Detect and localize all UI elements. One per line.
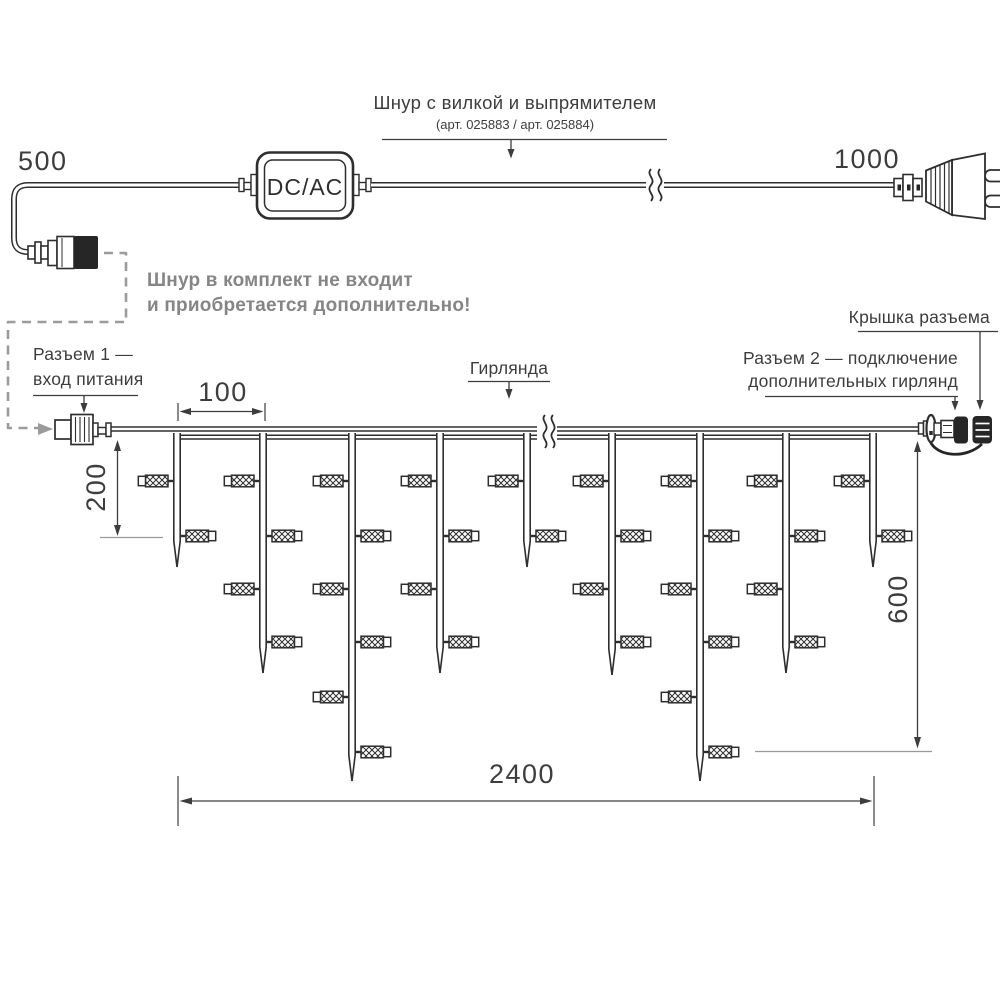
- drop-wire: [609, 433, 612, 675]
- dim-200-label: 200: [80, 462, 111, 512]
- lamp-cap: [732, 747, 739, 756]
- dim-500-label: 500: [18, 146, 68, 176]
- note-line2: и приобретается дополнительно!: [147, 294, 471, 316]
- lamp-cap: [644, 637, 651, 646]
- lamp-cap: [559, 531, 566, 540]
- lamp-cap: [747, 476, 754, 485]
- lamp-icon: [669, 691, 692, 703]
- lamp-icon: [842, 475, 865, 487]
- lamp-icon: [321, 691, 344, 703]
- lamp-cap: [401, 584, 408, 593]
- drop-wire: [527, 433, 530, 567]
- mains-plug: [894, 154, 1000, 220]
- garland-drops: [138, 433, 911, 781]
- drop-wire: [612, 433, 615, 675]
- lamp-icon: [882, 530, 905, 542]
- lamp-cap: [905, 531, 912, 540]
- lamp-cap: [384, 531, 391, 540]
- lamp-cap: [834, 476, 841, 485]
- lamp-icon: [496, 475, 519, 487]
- lamp-icon: [272, 530, 295, 542]
- lamp-icon: [361, 746, 384, 758]
- drop-wire: [697, 433, 700, 781]
- arrow-down-icon: [952, 401, 959, 411]
- lamp-cap: [818, 637, 825, 646]
- lamp-cap: [313, 476, 320, 485]
- lamp-icon: [669, 475, 692, 487]
- lamp-icon: [536, 530, 559, 542]
- drop-wire: [870, 433, 873, 567]
- lamp-cap: [661, 584, 668, 593]
- power-cord-label: [355, 92, 675, 132]
- lamp-cap: [732, 531, 739, 540]
- drop-wire: [437, 433, 440, 673]
- lamp-icon: [146, 475, 169, 487]
- arrow-down-icon: [506, 389, 513, 399]
- lamp-icon: [361, 636, 384, 648]
- drop-wire: [177, 433, 180, 567]
- connector1: [55, 415, 111, 445]
- dim-2400-label: 2400: [488, 759, 556, 789]
- drop-wire: [349, 433, 352, 781]
- lamp-icon: [669, 583, 692, 595]
- lamp-icon: [709, 530, 732, 542]
- drop-wire: [873, 433, 876, 567]
- lamp-icon: [409, 583, 432, 595]
- lamp-cap: [384, 637, 391, 646]
- lamp-cap: [401, 476, 408, 485]
- lamp-cap: [295, 637, 302, 646]
- dcac-converter-label: DC/AC: [266, 174, 344, 200]
- connector2-label-line2: дополнительных гирлянд: [748, 370, 958, 391]
- lamp-icon: [409, 475, 432, 487]
- wire-break-icon: [551, 415, 554, 448]
- lamp-cap: [138, 476, 145, 485]
- connector1-label-line2: вход питания: [33, 369, 144, 389]
- cap-label: Крышка разъема: [848, 307, 990, 327]
- dim-100-label: 100: [198, 377, 248, 407]
- lamp-icon: [361, 530, 384, 542]
- lamp-icon: [581, 475, 604, 487]
- garland-label: Гирлянда: [469, 358, 549, 378]
- connector2-label-leader: [765, 397, 959, 411]
- lamp-icon: [581, 583, 604, 595]
- drop-wire: [524, 433, 527, 567]
- connector2-label: [640, 347, 958, 392]
- garland-label-leader: [468, 382, 550, 400]
- lamp-icon: [795, 530, 818, 542]
- lamp-cap: [488, 476, 495, 485]
- lamp-icon: [755, 475, 778, 487]
- lamp-icon: [321, 583, 344, 595]
- drop-wire: [440, 433, 443, 673]
- dim-600-label: 600: [882, 574, 913, 624]
- connector2-label-line1: Разъем 2 — подключение: [742, 348, 958, 368]
- lamp-icon: [449, 636, 472, 648]
- dim-1000-label: 1000: [834, 144, 901, 174]
- lamp-cap: [644, 531, 651, 540]
- power-cord-article-numbers: (арт. 025883 / арт. 025884): [435, 117, 595, 132]
- lamp-icon: [232, 583, 255, 595]
- lamp-icon: [795, 636, 818, 648]
- arrow-down-icon: [977, 400, 984, 410]
- lamp-icon: [709, 636, 732, 648]
- lamp-cap: [573, 476, 580, 485]
- dc-cord-plug-connector: [28, 236, 98, 269]
- lamp-icon: [621, 636, 644, 648]
- connector1-label-leader: [33, 396, 138, 414]
- drop-wire: [260, 433, 263, 673]
- power-cord-label-line1: Шнур с вилкой и выпрямителем: [373, 92, 657, 113]
- note-line1: Шнур в комплект не входит: [147, 270, 413, 291]
- plug-cord-right: [371, 169, 897, 201]
- wire-break-icon: [543, 415, 546, 448]
- arrow-down-icon: [81, 403, 88, 413]
- garland-main-wire: [111, 415, 918, 448]
- lamp-cap: [313, 584, 320, 593]
- lamp-cap: [384, 747, 391, 756]
- drop-wire: [352, 433, 355, 781]
- arrow-down-icon: [508, 149, 515, 159]
- lamp-cap: [661, 692, 668, 701]
- lamp-cap: [209, 531, 216, 540]
- lamp-cap: [224, 584, 231, 593]
- lamp-icon: [621, 530, 644, 542]
- lamp-icon: [709, 746, 732, 758]
- lamp-icon: [321, 475, 344, 487]
- lamp-cap: [573, 584, 580, 593]
- lamp-icon: [449, 530, 472, 542]
- lamp-icon: [232, 475, 255, 487]
- drop-wire: [263, 433, 266, 673]
- drop-wire: [174, 433, 177, 567]
- lamp-icon: [186, 530, 209, 542]
- drop-wire: [786, 433, 789, 673]
- connector1-label-line1: Разъем 1 —: [33, 344, 133, 364]
- connector1-label: [33, 342, 143, 392]
- lamp-cap: [732, 637, 739, 646]
- note-text: [147, 269, 471, 318]
- dashed-arrow-icon: [38, 423, 53, 435]
- drop-wire: [783, 433, 786, 673]
- cord-break-icon: [658, 169, 661, 201]
- lamp-cap: [472, 637, 479, 646]
- lamp-cap: [295, 531, 302, 540]
- lamp-cap: [313, 692, 320, 701]
- lamp-cap: [472, 531, 479, 540]
- lamp-cap: [661, 476, 668, 485]
- lamp-icon: [272, 636, 295, 648]
- lamp-icon: [755, 583, 778, 595]
- lamp-cap: [224, 476, 231, 485]
- connector2-and-cap: [919, 415, 993, 454]
- lamp-cap: [747, 584, 754, 593]
- cord-break-icon: [649, 169, 652, 201]
- power-cord-label-leader: [382, 140, 667, 159]
- lamp-cap: [818, 531, 825, 540]
- drop-wire: [700, 433, 703, 781]
